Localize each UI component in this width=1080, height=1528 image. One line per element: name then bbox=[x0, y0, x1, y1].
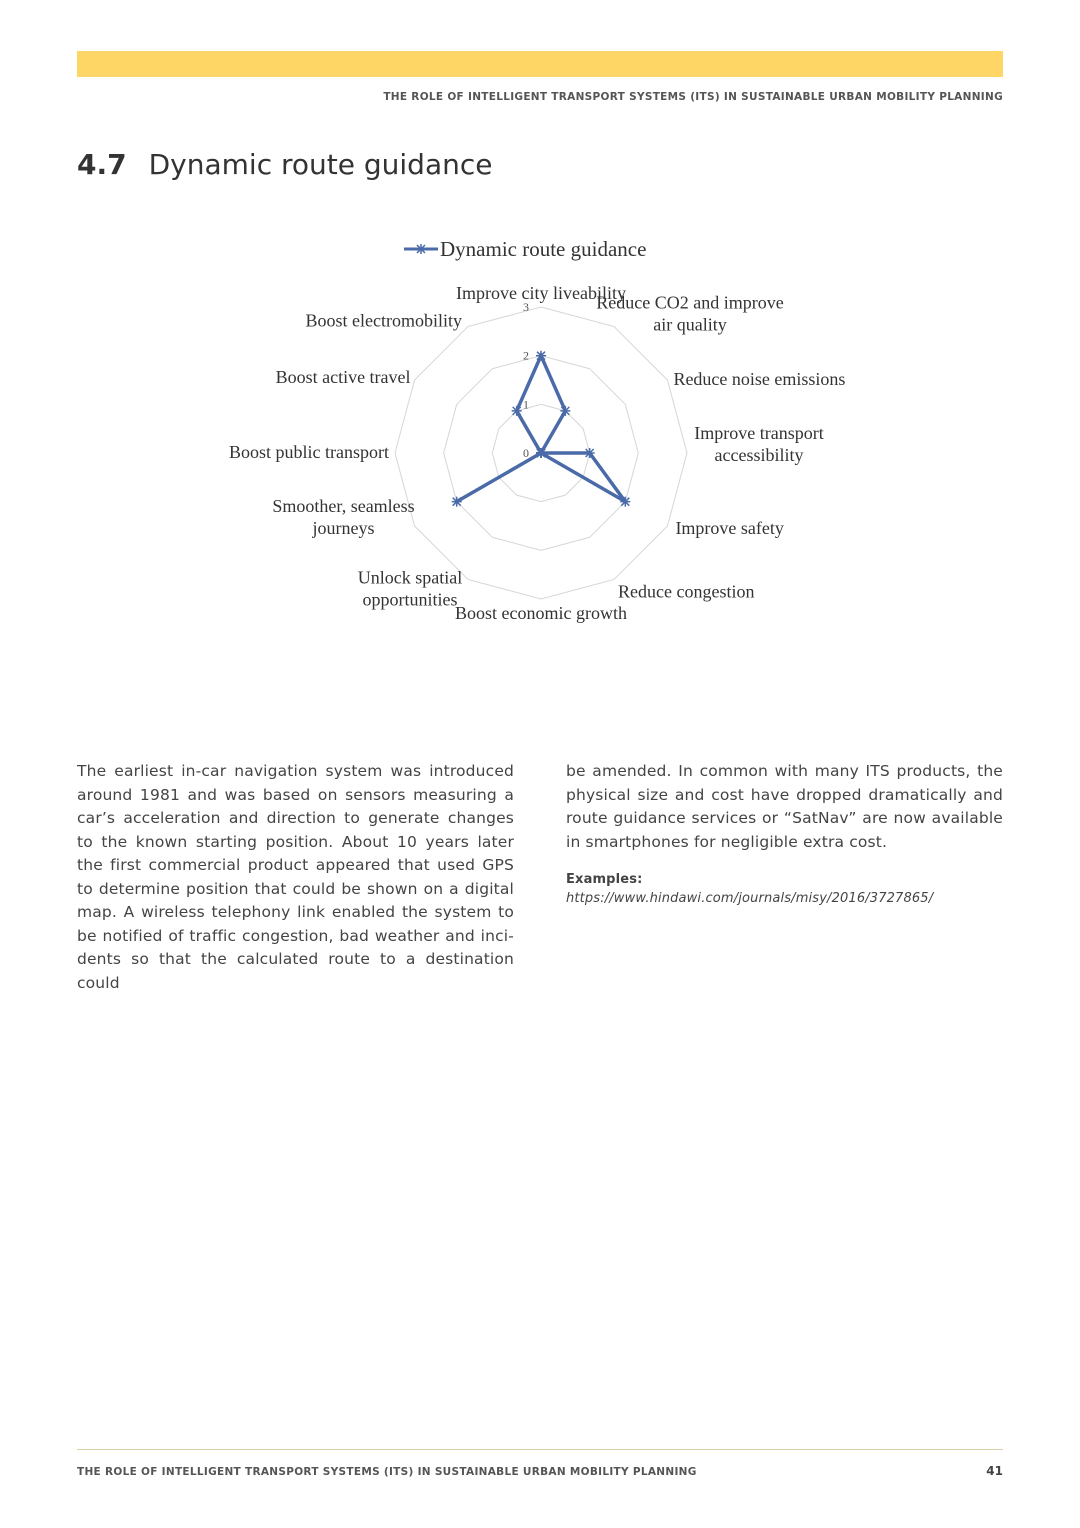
radar-category-label-line: Improve city liveability bbox=[456, 283, 626, 303]
radar-category-label-line: Boost economic growth bbox=[455, 603, 627, 623]
radar-category-label-line: Improve safety bbox=[675, 518, 784, 538]
radar-data-point bbox=[536, 351, 546, 361]
radar-chart bbox=[200, 228, 880, 648]
footer-title: THE ROLE OF INTELLIGENT TRANSPORT SYSTEMS (ITS) IN SUSTAINABLE URBAN MOBILITY PLANNING bbox=[77, 1466, 697, 1478]
radar-category-label-line: air quality bbox=[653, 314, 727, 335]
body-column-left bbox=[77, 760, 514, 995]
radar-category-label bbox=[618, 581, 754, 601]
radar-data-point bbox=[620, 497, 630, 507]
radar-category-label-line: Reduce congestion bbox=[618, 581, 755, 602]
radar-tick-label: 2 bbox=[523, 348, 529, 363]
examples-label: Examples: bbox=[566, 872, 643, 887]
radar-category-label bbox=[358, 567, 462, 609]
body-paragraph-right: be amended. In common with many ITS products, the physical size and cost have dropped dramatically and route guidance services or “SatNav” are now available in smartphones for negligible extra cost. bbox=[566, 762, 1003, 851]
radar-category-label bbox=[276, 367, 411, 387]
radar-category-label bbox=[694, 423, 823, 465]
section-number: 4.7 bbox=[77, 148, 127, 181]
footer-divider bbox=[77, 1449, 1003, 1450]
legend-marker-icon bbox=[416, 244, 426, 254]
radar-tick-label: 1 bbox=[523, 397, 529, 412]
radar-category-label bbox=[596, 293, 783, 335]
radar-category-label-line: Boost active travel bbox=[275, 367, 411, 387]
radar-series-line bbox=[457, 356, 626, 502]
radar-category-label bbox=[673, 369, 845, 389]
radar-data-point bbox=[585, 448, 595, 458]
radar-data-point bbox=[560, 406, 570, 416]
radar-tick-label: 3 bbox=[523, 300, 529, 314]
page-number: 41 bbox=[986, 1464, 1003, 1478]
radar-category-label-line: Unlock spatial bbox=[357, 567, 463, 588]
section-heading: Dynamic route guidance bbox=[148, 148, 493, 181]
radar-category-label-line: Reduce CO2 and improve bbox=[596, 292, 784, 313]
radar-category-label bbox=[306, 311, 462, 331]
radar-category-label-line: Improve transport bbox=[694, 423, 824, 443]
radar-data-point bbox=[512, 406, 522, 416]
radar-category-label-line: accessibility bbox=[714, 445, 804, 465]
radar-category-label-line: Reduce noise emissions bbox=[673, 369, 846, 389]
radar-tick-labels bbox=[523, 300, 529, 460]
section-title bbox=[77, 148, 492, 181]
radar-category-label-line: opportunities bbox=[362, 589, 458, 610]
radar-data-point bbox=[536, 448, 546, 458]
body-paragraph-left: The earliest in-car navigation system was introduced around 1981 and was based on sensors measuring a car’s acceleration and direction to generate changes to the known starting position. About 10 years later the first commercial product appeared that used GPS to determine position that could be shown on a digital map. A wireless telephony link enabled the system to be notified of traffic congestion, bad weather and inci-dents so that the calculated route to a destination could bbox=[77, 762, 514, 992]
radar-series bbox=[452, 348, 631, 507]
legend-label: Dynamic route guidance bbox=[440, 237, 647, 261]
radar-data-point bbox=[452, 497, 462, 507]
radar-category-label-line: Boost public transport bbox=[229, 442, 389, 462]
radar-category-label bbox=[229, 442, 389, 462]
radar-tick-label: 0 bbox=[523, 446, 529, 460]
radar-category-label bbox=[675, 518, 783, 538]
radar-category-label-line: journeys bbox=[312, 518, 375, 538]
body-column-right bbox=[566, 760, 1003, 908]
running-header: THE ROLE OF INTELLIGENT TRANSPORT SYSTEMS (ITS) IN SUSTAINABLE URBAN MOBILITY PLANNING bbox=[383, 91, 1003, 103]
examples-link[interactable]: https://www.hindawi.com/journals/misy/2016/3727865/ bbox=[566, 891, 934, 906]
radar-category-label-line: Smoother, seamless bbox=[272, 496, 415, 516]
radar-category-label-line: Boost electromobility bbox=[305, 310, 462, 331]
radar-category-label bbox=[272, 496, 414, 538]
header-accent-bar bbox=[77, 51, 1003, 77]
chart-legend bbox=[404, 237, 646, 261]
radar-category-label bbox=[455, 603, 627, 623]
